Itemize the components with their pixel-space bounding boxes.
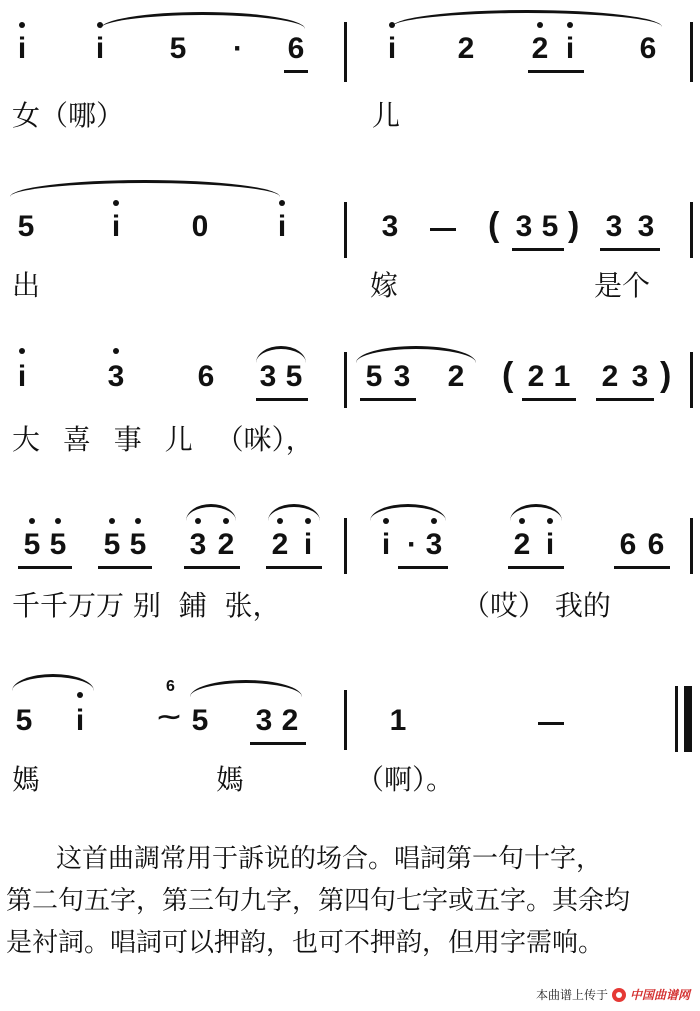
score-system-4 — [0, 494, 700, 660]
octave-dot — [55, 518, 61, 524]
site-name[interactable]: 中国曲谱网 — [629, 988, 690, 1002]
underline — [512, 248, 564, 251]
note: 5 — [169, 32, 187, 65]
note: 2 — [447, 360, 465, 393]
note: i — [545, 528, 555, 561]
lyric: 女（哪） — [12, 99, 125, 132]
note: 6 — [619, 528, 637, 561]
octave-dot — [305, 518, 311, 524]
slur — [12, 674, 94, 691]
note: 5 — [285, 360, 303, 393]
underline — [596, 398, 654, 401]
lyric: 媽 — [12, 763, 41, 796]
underline — [284, 70, 308, 73]
underline — [398, 566, 448, 569]
lyric: （啊）。 — [356, 763, 455, 796]
octave-dot — [547, 518, 553, 524]
note: 2 — [281, 704, 299, 737]
final-barline-thick — [684, 686, 692, 752]
note: 5 — [541, 210, 559, 243]
barline — [690, 22, 693, 82]
note: i — [303, 528, 313, 561]
barline — [690, 352, 693, 408]
note: 3 — [259, 360, 277, 393]
barline — [690, 518, 693, 574]
underline — [360, 398, 416, 401]
final-barline-thin — [675, 686, 678, 752]
octave-dot — [537, 22, 543, 28]
site-logo-icon — [612, 988, 626, 1002]
extension-dash — [538, 722, 564, 725]
lyric: 嫁 — [370, 269, 399, 302]
grace-curve-icon: ⁓ — [158, 704, 180, 729]
score-system-3 — [0, 332, 700, 492]
slur — [392, 10, 662, 27]
underline — [614, 566, 670, 569]
note: 6 — [197, 360, 215, 393]
grace-note: 6 — [166, 678, 175, 695]
note: 2 — [513, 528, 531, 561]
note: i — [17, 360, 27, 393]
note: 3 — [637, 210, 655, 243]
underline — [266, 566, 322, 569]
note: 5 — [129, 528, 147, 561]
lyric: 大 喜 事 儿 （咪）， — [12, 423, 314, 456]
description-text — [0, 838, 700, 964]
score-system-1 — [0, 0, 700, 160]
note: 5 — [103, 528, 121, 561]
note: 5 — [191, 704, 209, 737]
score-system-5 — [0, 660, 700, 810]
note: 6 — [647, 528, 665, 561]
slur — [100, 12, 305, 29]
score-system-2 — [0, 170, 700, 330]
note: 3 — [255, 704, 273, 737]
lyric: 儿 — [372, 99, 401, 132]
footer-attribution — [536, 986, 690, 1003]
slur — [510, 504, 562, 521]
octave-dot — [383, 518, 389, 524]
note: 3 — [107, 360, 125, 393]
note: 2 — [531, 32, 549, 65]
octave-dot — [29, 518, 35, 524]
description-line-3: 是衬詞。唱詞可以押韵，也可不押韵，但用字需响。 — [6, 928, 605, 958]
note: 3 — [605, 210, 623, 243]
note: · — [407, 528, 417, 561]
octave-dot — [113, 200, 119, 206]
octave-dot — [223, 518, 229, 524]
note: 5 — [17, 210, 35, 243]
paren-close: ) — [660, 356, 672, 394]
note: 3 — [189, 528, 207, 561]
underline — [528, 70, 584, 73]
octave-dot — [279, 200, 285, 206]
description-line-1: 这首曲調常用于訴说的场合。唱詞第一句十字， — [56, 844, 603, 874]
note: 3 — [393, 360, 411, 393]
note: 2 — [217, 528, 235, 561]
octave-dot — [113, 348, 119, 354]
note: i — [277, 210, 287, 243]
paren-close: ) — [568, 206, 580, 244]
octave-dot — [19, 348, 25, 354]
note: 5 — [15, 704, 33, 737]
octave-dot — [135, 518, 141, 524]
note: 1 — [553, 360, 571, 393]
note: i — [381, 528, 391, 561]
note: · — [233, 32, 243, 65]
underline — [250, 742, 306, 745]
underline — [508, 566, 564, 569]
note: 2 — [601, 360, 619, 393]
note: 5 — [49, 528, 67, 561]
note: 2 — [527, 360, 545, 393]
lyric: 是个 — [594, 269, 651, 302]
note: i — [565, 32, 575, 65]
note: i — [95, 32, 105, 65]
octave-dot — [109, 518, 115, 524]
note: 6 — [639, 32, 657, 65]
octave-dot — [389, 22, 395, 28]
underline — [600, 248, 660, 251]
note: i — [387, 32, 397, 65]
barline — [344, 22, 347, 82]
octave-dot — [77, 692, 83, 698]
upload-text: 本曲谱上传于 — [535, 988, 608, 1002]
octave-dot — [431, 518, 437, 524]
octave-dot — [97, 22, 103, 28]
underline — [18, 566, 72, 569]
octave-dot — [567, 22, 573, 28]
note: 3 — [381, 210, 399, 243]
barline — [690, 202, 693, 258]
note: 3 — [631, 360, 649, 393]
note: i — [111, 210, 121, 243]
note: 5 — [365, 360, 383, 393]
barline — [344, 690, 347, 750]
underline — [98, 566, 152, 569]
octave-dot — [19, 22, 25, 28]
note: 3 — [515, 210, 533, 243]
note: 6 — [287, 32, 305, 65]
note: 2 — [457, 32, 475, 65]
barline — [344, 202, 347, 258]
slur — [190, 680, 302, 697]
slur — [10, 180, 280, 197]
octave-dot — [519, 518, 525, 524]
paren-open: ( — [502, 356, 514, 394]
note: i — [17, 32, 27, 65]
underline — [256, 398, 308, 401]
underline — [522, 398, 576, 401]
barline — [344, 518, 347, 574]
octave-dot — [195, 518, 201, 524]
underline — [184, 566, 240, 569]
note: i — [75, 704, 85, 737]
octave-dot — [277, 518, 283, 524]
note: 3 — [425, 528, 443, 561]
lyric: 媽 — [216, 763, 245, 796]
note: 1 — [389, 704, 407, 737]
lyric: 出 — [12, 269, 41, 302]
lyric: （哎） 我的 — [462, 589, 611, 622]
paren-open: ( — [488, 206, 500, 244]
barline — [344, 352, 347, 408]
note: 2 — [271, 528, 289, 561]
note: 5 — [23, 528, 41, 561]
extension-dash — [430, 228, 456, 231]
lyric: 千千万万 别 鋪 张， — [12, 589, 281, 622]
slur — [268, 504, 320, 521]
note: 0 — [191, 210, 209, 243]
description-line-2: 第二句五字，第三句九字，第四句七字或五字。其余均 — [6, 886, 631, 916]
